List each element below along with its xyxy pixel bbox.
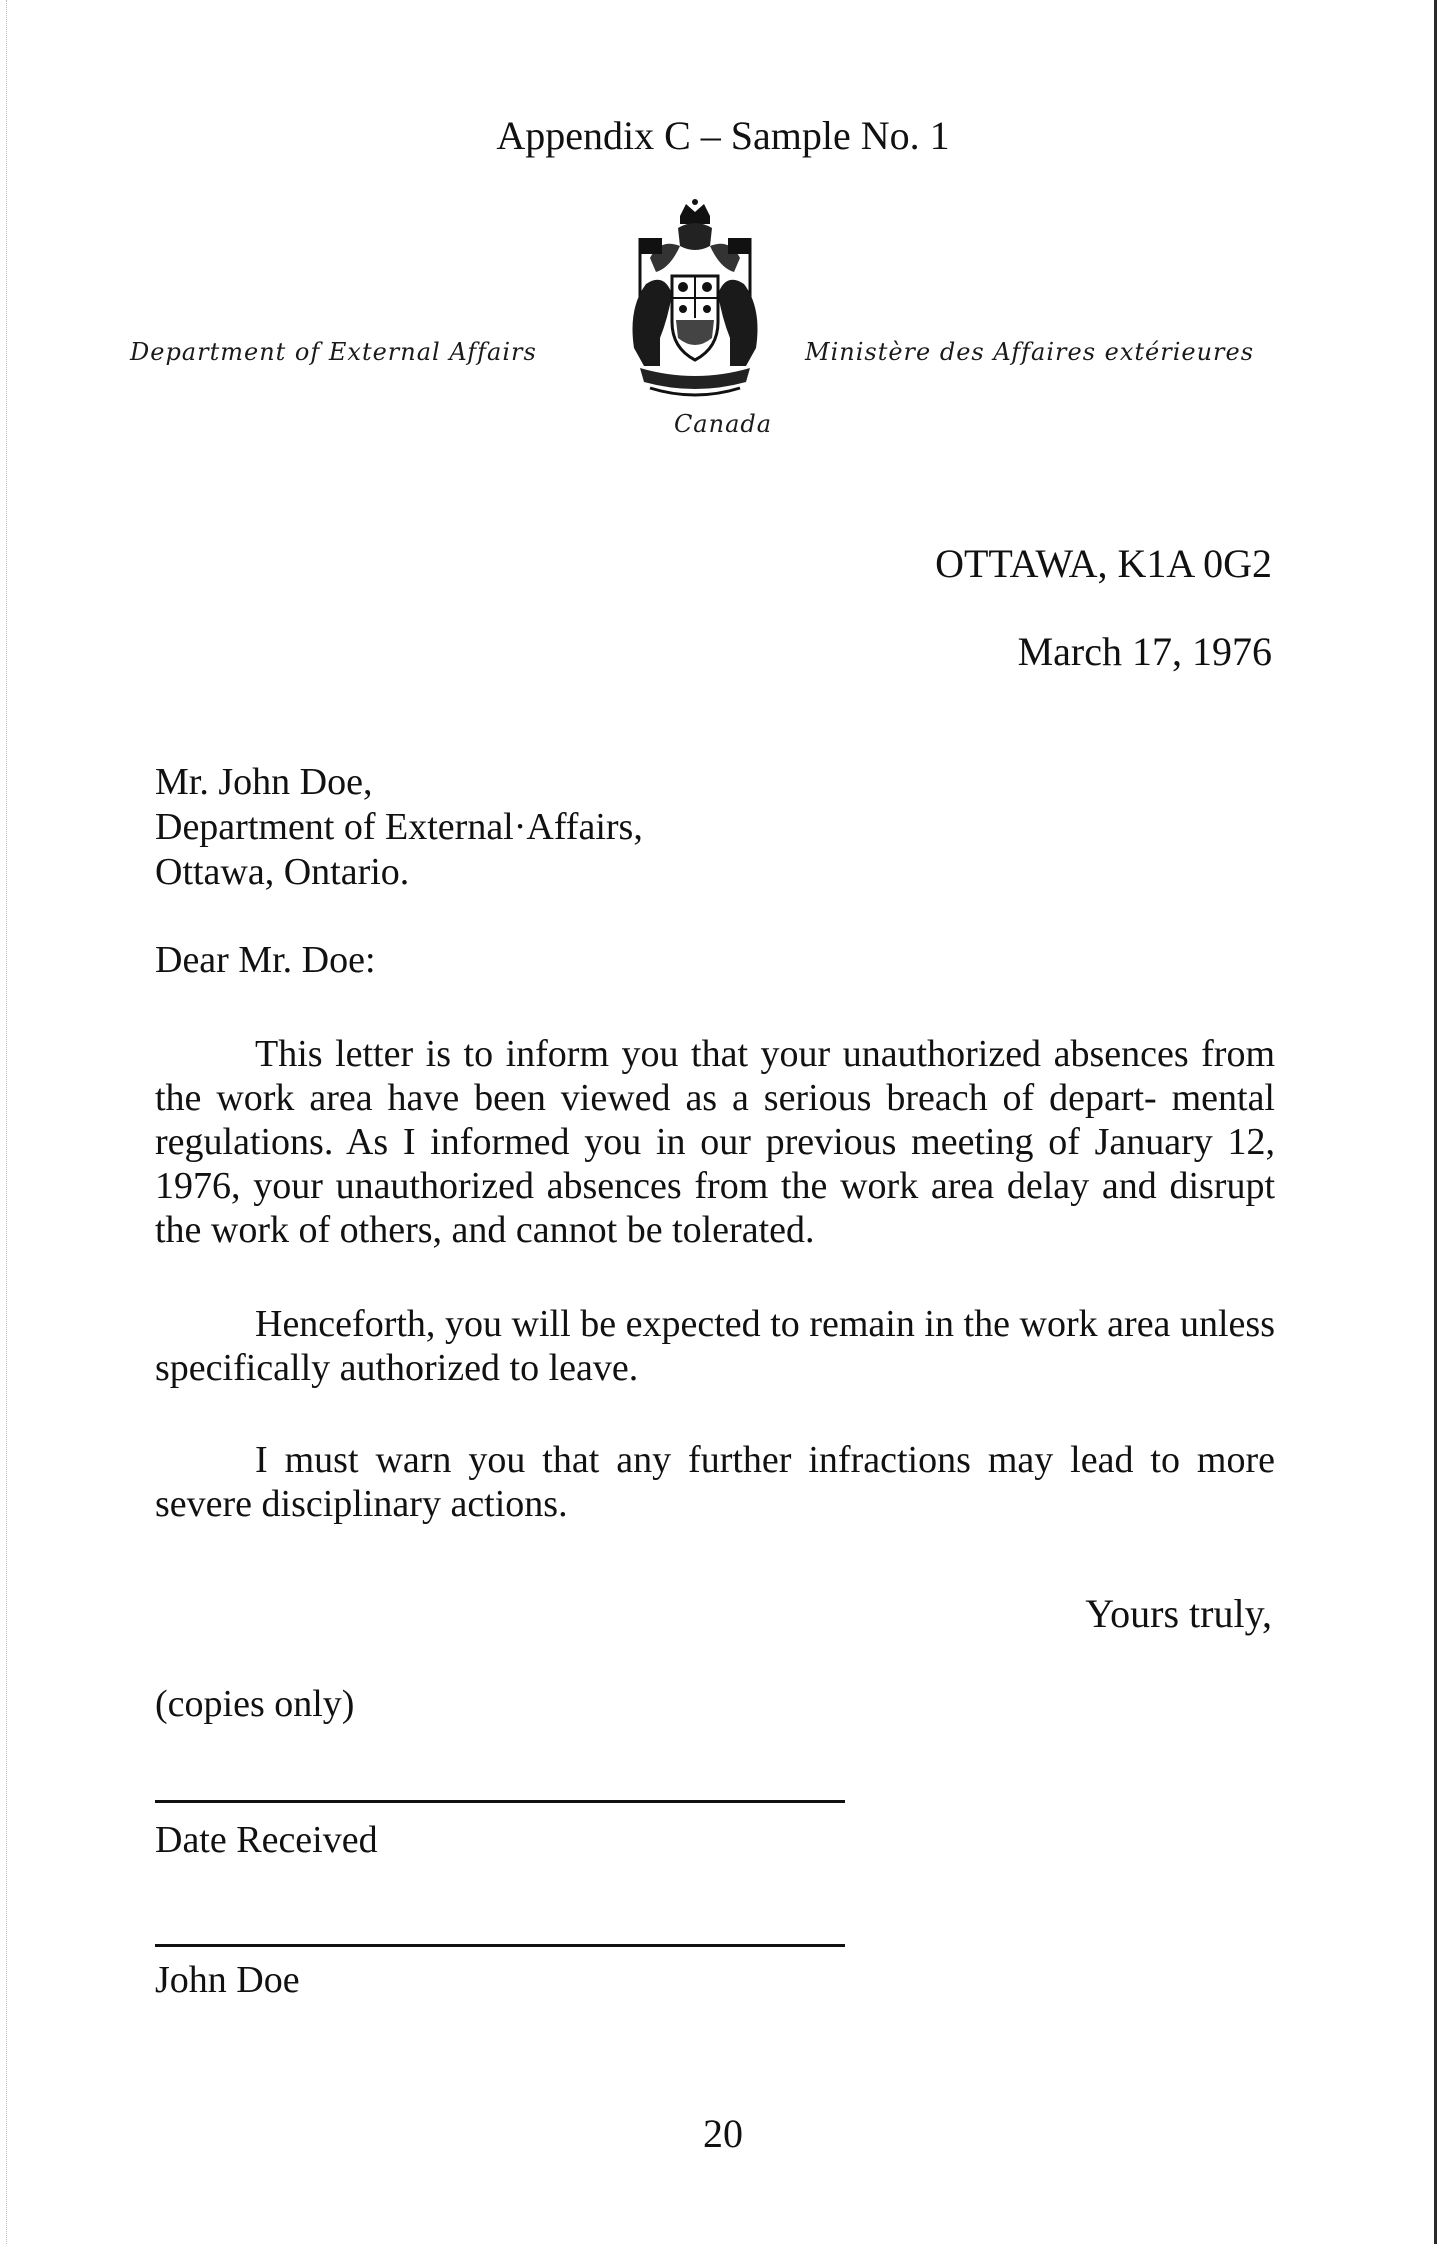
recipient-address [155,760,643,895]
date-received-line [155,1800,845,1803]
appendix-title: Appendix C – Sample No. 1 [496,113,950,158]
letter-date: March 17, 1976 [1017,629,1272,674]
signature-name-label: John Doe [155,1959,300,2001]
coat-of-arms-icon [620,198,770,408]
address-line: Mr. John Doe, [155,761,373,803]
body-paragraph: I must warn you that any further infractions may lead to more severe disciplinary actions. [155,1439,1275,1525]
page-number: 20 [703,2111,743,2156]
address-line: Ottawa, Ontario. [155,851,410,893]
address-line: Department of External·Affairs, [155,806,643,848]
salutation: Dear Mr. Doe: [155,939,376,981]
copies-note: (copies only) [155,1683,355,1725]
country-name: Canada [673,410,773,438]
sender-city-postal-code: OTTAWA, K1A 0G2 [935,541,1272,586]
body-paragraph: Henceforth, you will be expected to remain in the work area unless specifically authorized to leave. [155,1303,1275,1389]
date-received-label: Date Received [155,1819,378,1861]
signature-line [155,1944,845,1947]
page-right-edge [1434,0,1437,2244]
page-left-edge [6,0,8,2244]
department-name-english: Department of External Affairs [130,338,537,366]
body-paragraph: This letter is to inform you that your unauthorized absences from the work area have been viewed as a serious breach of depart- mental regulations. As I informed you in our previous meeting of January 12, 1976, your unauthorized absences from the work area delay and disrupt the work of others, and cannot be tolerated. [155,1033,1275,1251]
closing: Yours truly, [1085,1591,1272,1636]
department-name-french: Ministère des Affaires extérieures [805,338,1255,366]
